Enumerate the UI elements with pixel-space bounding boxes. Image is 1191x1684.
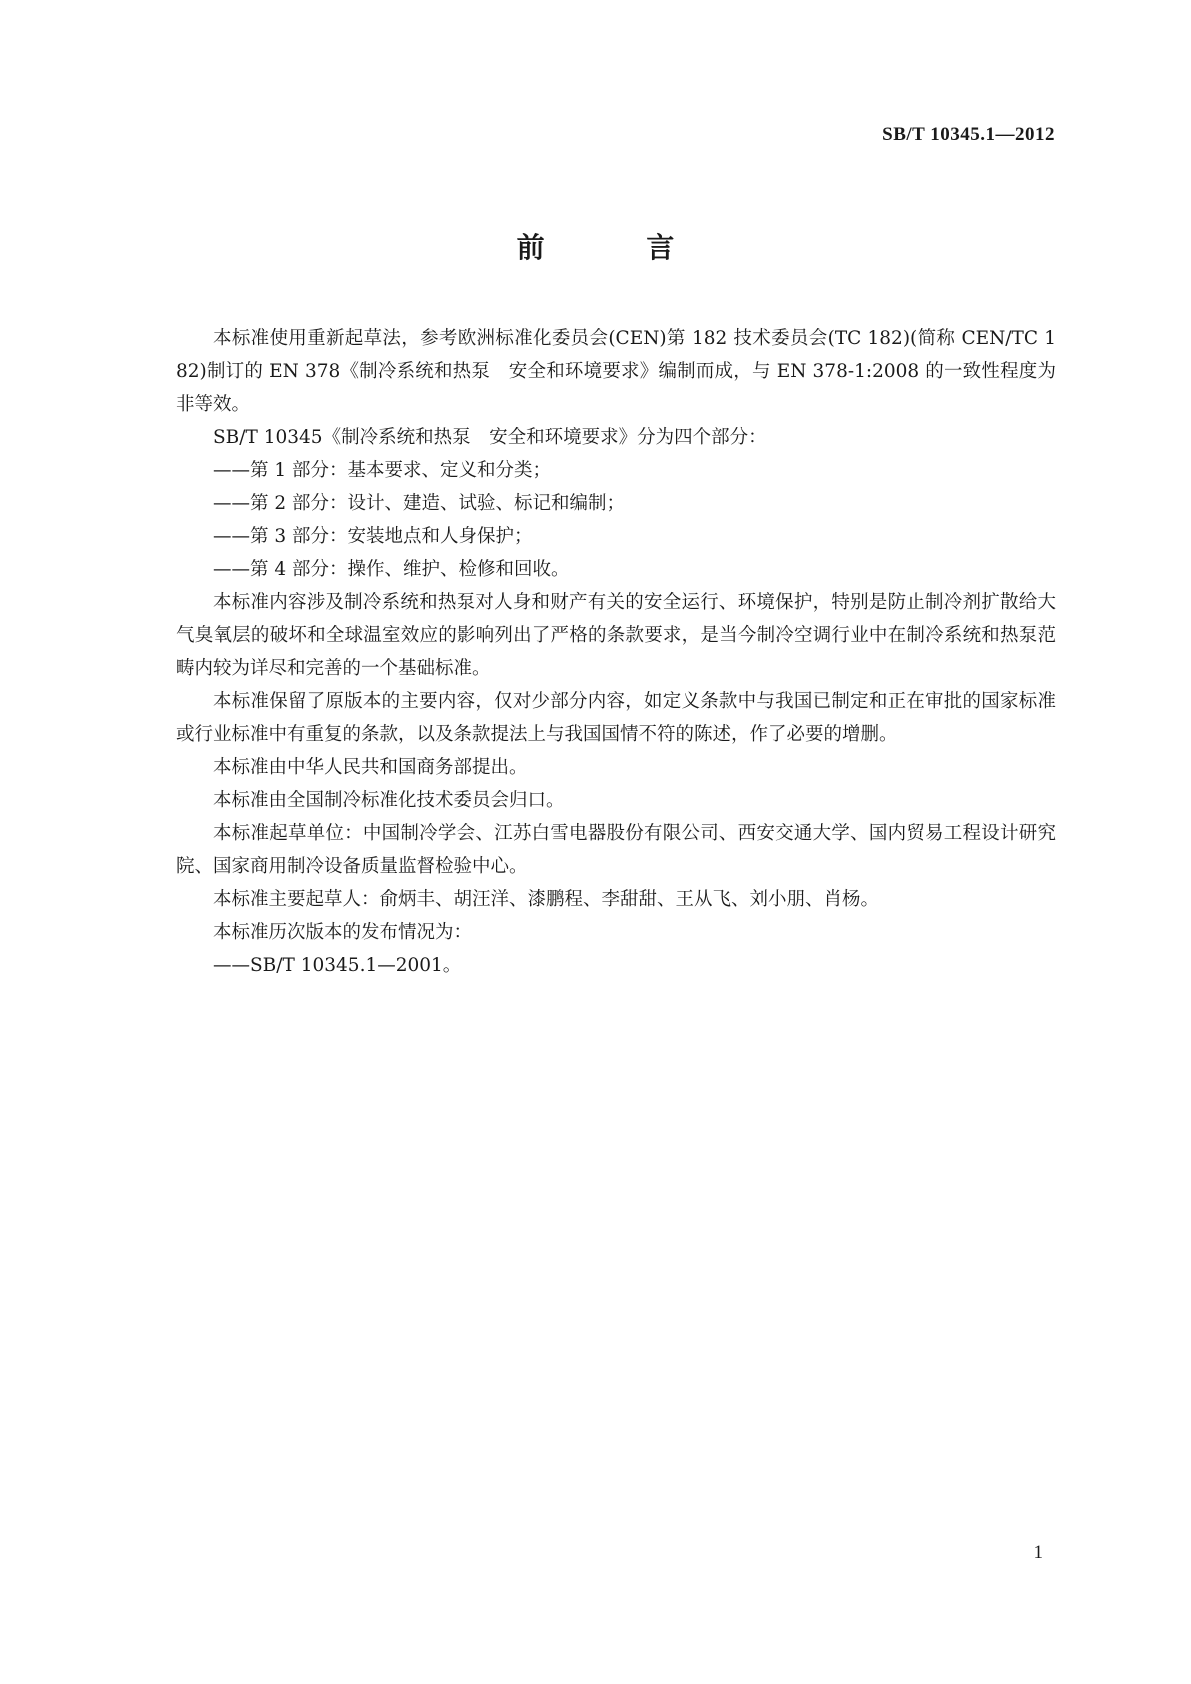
document-code: SB/T 10345.1—2012 (882, 124, 1055, 145)
page-title: 前 言 (516, 231, 721, 264)
list-item-previous-edition: ——SB/T 10345.1—2001。 (213, 955, 462, 976)
paragraph-drafters: 本标准主要起草人：俞炳丰、胡汪洋、漆鹏程、李甜甜、王从飞、刘小朋、肖杨。 (213, 889, 880, 910)
paragraph-previous-editions: 本标准历次版本的发布情况为： (213, 922, 473, 943)
paragraph-revision-notes: 本标准保留了原版本的主要内容，仅对少部分内容，如定义条款中与我国已制定和正在审批的国家标准或行业标准中有重复的条款，以及条款提法上与我国国情不符的陈述，作了必要的增删。 (176, 691, 1056, 745)
paragraph-scope: 本标准内容涉及制冷系统和热泵对人身和财产有关的安全运行、环境保护，特别是防止制冷剂扩散给大气臭氧层的破坏和全球温室效应的影响列出了严格的条款要求，是当今制冷空调行业中在制冷系统和热泵范畴内较为详尽和完善的一个基础标准。 (176, 592, 1056, 679)
paragraph-administered-by: 本标准由全国制冷标准化技术委员会归口。 (213, 790, 565, 811)
foreword-body (176, 322, 1056, 982)
list-item-part-4: ——第 4 部分：操作、维护、检修和回收。 (213, 559, 570, 580)
list-item-part-2: ——第 2 部分：设计、建造、试验、标记和编制； (213, 493, 626, 514)
list-item-part-1: ——第 1 部分：基本要求、定义和分类； (213, 460, 552, 481)
list-item-part-3: ——第 3 部分：安装地点和人身保护； (213, 526, 533, 547)
paragraph-drafting-units: 本标准起草单位：中国制冷学会、江苏白雪电器股份有限公司、西安交通大学、国内贸易工程设计研究院、国家商用制冷设备质量监督检验中心。 (176, 823, 1056, 877)
paragraph-proposed-by: 本标准由中华人民共和国商务部提出。 (213, 757, 528, 778)
page-number: 1 (1033, 1542, 1043, 1563)
paragraph-drafting-method: 本标准使用重新起草法，参考欧洲标准化委员会(CEN)第 182 技术委员会(TC 182)(简称 CEN/TC 182)制订的 EN 378《制冷系统和热泵 安全和环境要求》编制而成，与 EN 378-1:2008 的一致性程度为非等效。 (176, 328, 1056, 415)
paragraph-parts-intro: SB/T 10345《制冷系统和热泵 安全和环境要求》分为四个部分： (213, 427, 767, 448)
